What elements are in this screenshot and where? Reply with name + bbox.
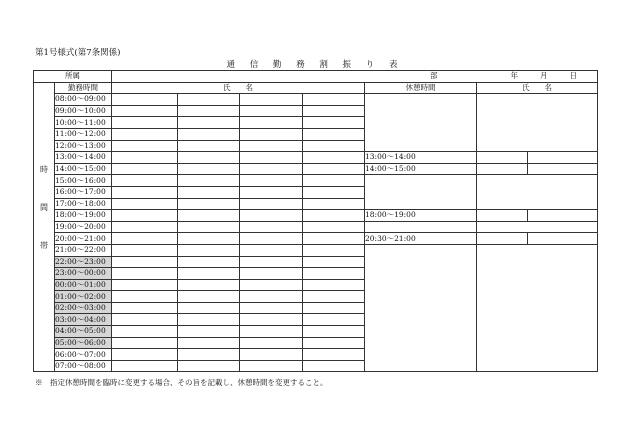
name-cell[interactable] <box>112 233 178 245</box>
name-cell[interactable] <box>240 302 303 314</box>
time-slot-label: 18:00～19:00 <box>55 210 112 222</box>
name-cell[interactable] <box>178 268 240 280</box>
name-cell[interactable] <box>240 337 303 349</box>
name-cell[interactable] <box>178 186 240 198</box>
name-cell[interactable] <box>303 163 365 175</box>
break-time-label: 14:00～15:00 <box>365 163 477 175</box>
break-name-cell[interactable] <box>528 152 598 164</box>
break-name-cell[interactable] <box>477 163 528 175</box>
name-cell[interactable] <box>112 337 178 349</box>
time-band-char: 帯 <box>40 240 48 250</box>
break-name-cell[interactable] <box>477 233 528 245</box>
break-hours-header: 休憩時間 <box>365 82 477 94</box>
name-cell[interactable] <box>303 117 365 129</box>
break-name-cell[interactable] <box>477 210 528 222</box>
time-slot-label: 13:00～14:00 <box>55 152 112 164</box>
name-cell[interactable] <box>303 360 365 372</box>
table-row <box>34 233 598 245</box>
name-cell[interactable] <box>112 302 178 314</box>
break-time-cell[interactable] <box>365 221 477 233</box>
name-cell[interactable] <box>303 128 365 140</box>
break-time-label: 18:00～19:00 <box>365 210 477 222</box>
time-slot-label: 20:00～21:00 <box>55 233 112 245</box>
time-slot-label: 14:00～15:00 <box>55 163 112 175</box>
name-cell[interactable] <box>303 221 365 233</box>
table-row <box>34 94 598 106</box>
name-cell[interactable] <box>178 198 240 210</box>
name-cell[interactable] <box>112 279 178 291</box>
name-cell[interactable] <box>112 163 178 175</box>
table-row <box>34 175 598 187</box>
name-header-2: 氏 名 <box>477 82 598 94</box>
time-slot-label: 17:00～18:00 <box>55 198 112 210</box>
name-cell[interactable] <box>240 210 303 222</box>
name-cell[interactable] <box>240 314 303 326</box>
name-header: 氏 名 <box>112 82 365 94</box>
header-row-columns <box>34 82 598 94</box>
name-cell[interactable] <box>240 244 303 256</box>
break-name-cell[interactable] <box>528 163 598 175</box>
work-hours-header: 勤務時間 <box>55 82 112 94</box>
name-cell[interactable] <box>303 326 365 338</box>
name-cell[interactable] <box>303 291 365 303</box>
name-cell[interactable] <box>178 279 240 291</box>
affiliation-label: 所属 <box>34 71 112 83</box>
name-cell[interactable] <box>178 117 240 129</box>
name-cell[interactable] <box>112 349 178 361</box>
name-cell[interactable] <box>303 268 365 280</box>
name-cell[interactable] <box>178 163 240 175</box>
name-cell[interactable] <box>303 244 365 256</box>
name-cell[interactable] <box>178 360 240 372</box>
name-cell[interactable] <box>178 152 240 164</box>
name-cell[interactable] <box>303 210 365 222</box>
name-cell[interactable] <box>303 140 365 152</box>
name-cell[interactable] <box>178 140 240 152</box>
name-cell[interactable] <box>112 314 178 326</box>
break-name-cell[interactable] <box>477 94 598 152</box>
break-name-cell[interactable] <box>477 221 598 233</box>
name-cell[interactable] <box>240 268 303 280</box>
form-number: 第1号様式(第7条関係) <box>35 48 121 58</box>
time-slot-label: 03:00～04:00 <box>55 314 112 326</box>
break-time-cell[interactable] <box>365 94 477 152</box>
name-cell[interactable] <box>303 337 365 349</box>
name-cell[interactable] <box>240 360 303 372</box>
header-row-affiliation <box>34 71 598 83</box>
break-name-cell[interactable] <box>528 210 598 222</box>
year-label: 年 <box>510 71 518 81</box>
form-title: 通 信 勤 務 割 振 り 表 <box>226 60 404 70</box>
time-slot-label: 01:00～02:00 <box>55 291 112 303</box>
name-cell[interactable] <box>112 117 178 129</box>
time-slot-label: 23:00～00:00 <box>55 268 112 280</box>
time-band-label <box>34 82 55 372</box>
time-slot-label: 05:00～06:00 <box>55 337 112 349</box>
name-cell[interactable] <box>178 210 240 222</box>
name-cell[interactable] <box>112 128 178 140</box>
name-cell[interactable] <box>303 175 365 187</box>
table-row <box>34 244 598 256</box>
table-row <box>34 221 598 233</box>
name-cell[interactable] <box>112 268 178 280</box>
break-time-label: 20:30～21:00 <box>365 233 477 245</box>
name-cell[interactable] <box>303 186 365 198</box>
name-cell[interactable] <box>303 302 365 314</box>
name-cell[interactable] <box>112 140 178 152</box>
name-cell[interactable] <box>112 94 178 106</box>
time-slot-label: 21:00～22:00 <box>55 244 112 256</box>
time-slot-label: 00:00～01:00 <box>55 279 112 291</box>
name-cell[interactable] <box>178 175 240 187</box>
name-cell[interactable] <box>303 314 365 326</box>
footnote: ※ 指定休憩時間を臨時に変更する場合、その旨を記載し、休憩時間を変更すること。 <box>35 378 328 387</box>
name-cell[interactable] <box>178 244 240 256</box>
name-cell[interactable] <box>240 105 303 117</box>
break-time-cell[interactable] <box>365 244 477 372</box>
name-cell[interactable] <box>178 302 240 314</box>
name-cell[interactable] <box>112 105 178 117</box>
name-cell[interactable] <box>112 175 178 187</box>
time-slot-label: 04:00～05:00 <box>55 326 112 338</box>
name-cell[interactable] <box>240 128 303 140</box>
name-cell[interactable] <box>112 186 178 198</box>
name-cell[interactable] <box>240 163 303 175</box>
name-cell[interactable] <box>178 256 240 268</box>
name-cell[interactable] <box>178 221 240 233</box>
name-cell[interactable] <box>240 256 303 268</box>
name-cell[interactable] <box>112 152 178 164</box>
name-cell[interactable] <box>240 94 303 106</box>
break-time-label: 13:00～14:00 <box>365 152 477 164</box>
name-cell[interactable] <box>303 256 365 268</box>
name-cell[interactable] <box>303 94 365 106</box>
name-cell[interactable] <box>178 291 240 303</box>
table-row <box>34 163 598 175</box>
break-name-cell[interactable] <box>528 233 598 245</box>
time-slot-label: 06:00～07:00 <box>55 349 112 361</box>
time-slot-label: 11:00～12:00 <box>55 128 112 140</box>
time-slot-label: 08:00～09:00 <box>55 94 112 106</box>
schedule-table <box>33 70 598 372</box>
break-name-cell[interactable] <box>477 152 528 164</box>
time-slot-label: 07:00～08:00 <box>55 360 112 372</box>
name-cell[interactable] <box>303 198 365 210</box>
name-cell[interactable] <box>303 349 365 361</box>
name-cell[interactable] <box>240 152 303 164</box>
name-cell[interactable] <box>303 152 365 164</box>
name-cell[interactable] <box>178 233 240 245</box>
time-slot-label: 15:00～16:00 <box>55 175 112 187</box>
name-cell[interactable] <box>240 233 303 245</box>
time-band-char: 間 <box>40 202 48 212</box>
break-name-cell[interactable] <box>477 175 598 210</box>
name-cell[interactable] <box>240 221 303 233</box>
time-band-char: 時 <box>40 164 48 174</box>
name-cell[interactable] <box>112 291 178 303</box>
name-cell[interactable] <box>112 210 178 222</box>
break-time-cell[interactable] <box>365 175 477 210</box>
time-slot-label: 09:00～10:00 <box>55 105 112 117</box>
time-slot-label: 22:00～23:00 <box>55 256 112 268</box>
name-cell[interactable] <box>240 175 303 187</box>
month-label: 月 <box>540 71 548 81</box>
name-cell[interactable] <box>178 105 240 117</box>
name-cell[interactable] <box>112 221 178 233</box>
name-cell[interactable] <box>178 314 240 326</box>
name-cell[interactable] <box>240 279 303 291</box>
time-slot-label: 10:00～11:00 <box>55 117 112 129</box>
name-cell[interactable] <box>303 279 365 291</box>
name-cell[interactable] <box>112 198 178 210</box>
table-row <box>34 152 598 164</box>
affiliation-field[interactable] <box>112 71 598 83</box>
day-label: 日 <box>569 71 577 81</box>
name-cell[interactable] <box>112 326 178 338</box>
name-cell[interactable] <box>178 94 240 106</box>
dept-label: 部 <box>430 71 438 81</box>
name-cell[interactable] <box>112 360 178 372</box>
name-cell[interactable] <box>303 233 365 245</box>
name-cell[interactable] <box>240 198 303 210</box>
break-name-cell[interactable] <box>477 244 598 372</box>
name-cell[interactable] <box>112 244 178 256</box>
time-slot-label: 16:00～17:00 <box>55 186 112 198</box>
time-slot-label: 12:00～13:00 <box>55 140 112 152</box>
name-cell[interactable] <box>240 140 303 152</box>
name-cell[interactable] <box>240 117 303 129</box>
table-row <box>34 210 598 222</box>
name-cell[interactable] <box>112 256 178 268</box>
name-cell[interactable] <box>178 326 240 338</box>
name-cell[interactable] <box>303 105 365 117</box>
name-cell[interactable] <box>240 291 303 303</box>
name-cell[interactable] <box>240 186 303 198</box>
name-cell[interactable] <box>240 326 303 338</box>
name-cell[interactable] <box>178 349 240 361</box>
name-cell[interactable] <box>178 128 240 140</box>
name-cell[interactable] <box>240 349 303 361</box>
time-slot-label: 02:00～03:00 <box>55 302 112 314</box>
time-slot-label: 19:00～20:00 <box>55 221 112 233</box>
name-cell[interactable] <box>178 337 240 349</box>
